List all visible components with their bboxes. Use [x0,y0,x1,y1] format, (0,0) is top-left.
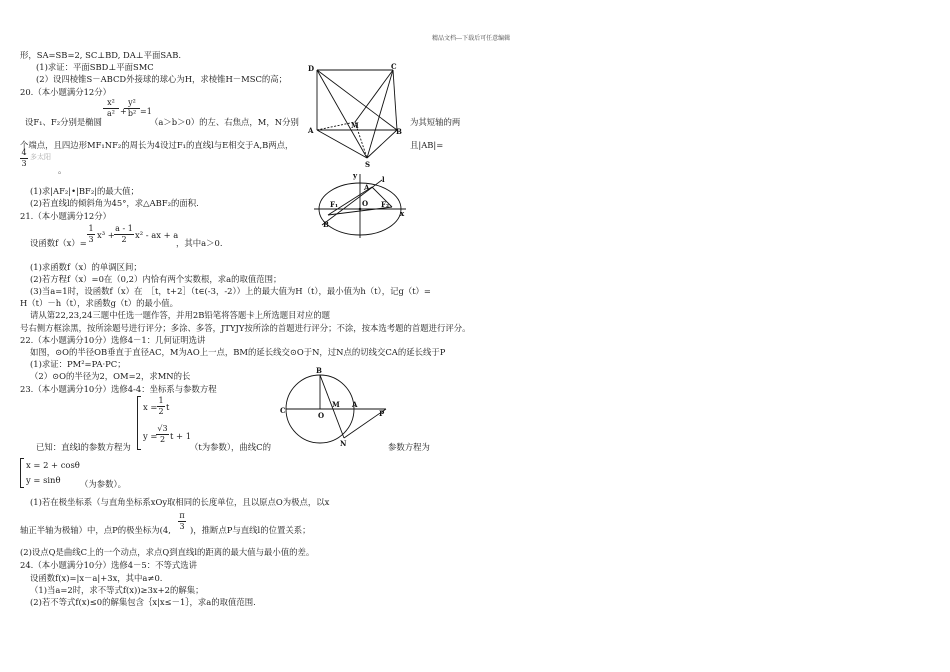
ellipse-x-fraction [103,99,119,118]
ellipse-figure [310,170,410,240]
q19-part2: (2）设四棱锥S－ABCD外接球的球心为H，求棱锥H－MSC的高； [36,74,288,84]
label-C: C [391,62,397,71]
label-A: A [308,126,314,135]
label-N: N [340,439,347,448]
q21-term2-rest: x² - ax + a [135,230,179,240]
label-B: B [396,127,402,136]
q22-part1: (1)求证：PM²=PA·PC； [30,359,126,369]
term1-den: 3 [88,235,94,244]
q23-lead: 已知：直线l的参数方程为 [36,442,131,452]
line-y-t: t + 1 [170,431,192,441]
label-x: x [400,209,405,218]
q21-tail: ，其中a＞0. [176,238,223,248]
x-den: 2 [158,407,164,416]
q22-body: 如图，⊙O的半径OB垂直于直径AC，M为AO上一点，BM的延长线交⊙O于N，过N点的切线交CA的延长线于P [30,347,446,357]
instruction-line1: 请从第22,23,24三题中任选一题作答，并用2B铅笔将答题卡上所选题目对应的题 [30,310,331,320]
label-M: M [351,121,359,130]
q24-heading: 24.（本小题满分10分）选修4－5：不等式选讲 [20,560,198,570]
curve-x-eq: x = 2 + cosθ [26,460,80,470]
line-param-brace [137,396,141,450]
q21-part1: (1)求函数f（x）的单调区间； [30,262,142,272]
circle-figure [280,366,390,456]
label-B: B [323,220,329,229]
watermark-text: 多太阳 [30,153,51,161]
q23-part2: (2)设点Q是曲线C上的一个动点，求点Q到直线l的距离的最大值与最小值的差。 [20,547,315,557]
ellipse-equals: =1 [140,107,152,116]
ellipse-y-num: y² [128,98,136,107]
q23-part1b: 轴正半轴为极轴）中，点P的极坐标为(4, [20,525,171,535]
ellipse-x-num: x² [107,98,115,107]
q23-param2: 参数方程为 [388,442,430,452]
q23-param: （t为参数），曲线C的 [190,442,271,452]
term2-den: 2 [121,235,127,244]
pi-num: π [179,511,185,520]
ellipse-y-fraction [124,99,140,118]
q23-heading: 23.（本小题满分10分）选修4-4：坐标系与参数方程 [20,384,217,394]
q22-heading: 22.（本小题满分10分）选修4－1：几何证明选讲 [20,335,206,345]
q20-line2: 个端点，且四边形MF₁NF₂的周长为4设过F₁的直线l与E相交于A,B两点， [20,140,294,150]
ab-den: 3 [21,159,27,168]
curve-param-note: （为参数）。 [80,479,127,489]
label-F2: F₂ [381,200,390,209]
label-l: l [382,175,385,184]
q19-intro: 形，SA=SB=2, SC⊥BD, DA⊥平面SAB. [20,50,182,60]
label-C: C [280,406,286,415]
label-S: S [365,160,371,169]
q19-part1: (1)求证：平面SBD⊥平面SMC [36,62,154,72]
q24-body: 设函数f(x)=|x－a|+3x，其中a≠0. [30,573,163,583]
ellipse-y-den: b² [127,109,137,118]
ab-num: 4 [21,148,27,157]
y-num: √3 [157,424,168,433]
label-D: D [308,64,315,73]
ab-length-fraction [20,149,28,168]
label-y: y [353,171,358,180]
label-F1: F₁ [330,200,339,209]
q23-part1c: )，推断点P与直线l的位置关系； [190,525,311,535]
q20-part1: (1)求|AF₂|•|BF₂|的最大值； [30,186,139,196]
line-x-eq: x = [143,402,158,412]
q21-term2-fraction [114,225,134,244]
q20-line1-b: （a＞b＞0）的左、右焦点，M，N分别 [150,117,299,127]
instruction-line2: 号右侧方框涂黑，按所涂题号进行评分；多涂、多答，JTYJY按所涂的首题进行评分；不涂，按本选考题的首题进行评分。 [20,323,471,333]
label-P: P [379,409,385,418]
pi-den: 3 [179,522,185,531]
q21-part3: (3)当a=1时，设函数f（x）在 ［t，t+2］（t∈(-3，-2））上的最大值为H（t），最小值为h（t），记g（t）= [30,286,431,296]
label-A: A [364,183,370,192]
q20-line1-c: 为其短轴的两 [410,117,461,127]
q20-line2-b: 且|AB|= [410,140,444,150]
page-header: 精品文档---下载后可任意编辑 [432,35,511,42]
line-y-fraction [156,425,169,444]
label-O: O [362,199,369,208]
q20-line1-a: 设F₁、F₂分别是椭圆 [25,117,102,127]
label-M: M [332,400,340,409]
y-den: 2 [159,435,166,444]
curve-param-brace [20,458,24,488]
q24-part2: (2)若不等式f(x)≤0的解集包含｛x|x≤－1｝，求a的取值范围. [30,597,256,607]
line-x-t: t [166,402,170,412]
term1-num: 1 [88,224,94,233]
polar-angle-fraction [178,512,186,531]
q21-term1-fraction [87,225,95,244]
line-y-eq: y = [143,431,158,441]
q21-part2: (2)若方程f（x）=0在（0,2）内恰有两个实数根，求a的取值范围； [30,274,282,284]
label-O: O [318,411,325,420]
label-B: B [316,366,322,375]
line-x-fraction [157,397,165,416]
term2-num: a - 1 [115,224,133,233]
label-A: A [352,400,358,409]
q20-period: 。 [58,165,67,175]
x-num: 1 [158,396,164,405]
q21-part3b: H（t）－h（t），求函数g（t）的最小值。 [20,298,178,308]
ellipse-x-den: a² [107,109,115,118]
q21-heading: 21.（本小题满分12分） [20,211,111,221]
ellipse-plus: + [120,107,127,116]
q21-lead: 设函数f（x）= [30,238,87,248]
curve-y-eq: y = sinθ [26,475,61,485]
q21-term1-rest: x³ + [97,230,115,240]
q20-part2: (2)若直线l的倾斜角为45°，求△ABF₂的面积. [30,198,199,208]
q23-part1: (1)若在极坐标系（与直角坐标系xOy取相同的长度单位，且以原点O为极点，以x [30,497,330,507]
origin-dot [359,208,362,211]
pyramid-figure [305,62,415,172]
q22-part2: （2）⊙O的半径为2，OM=2，求MN的长 [30,371,191,381]
q20-heading: 20.（本小题满分12分） [20,87,111,97]
q24-part1: （1)当a=2时，求不等式f(x))≥3x+2的解集； [30,585,204,595]
